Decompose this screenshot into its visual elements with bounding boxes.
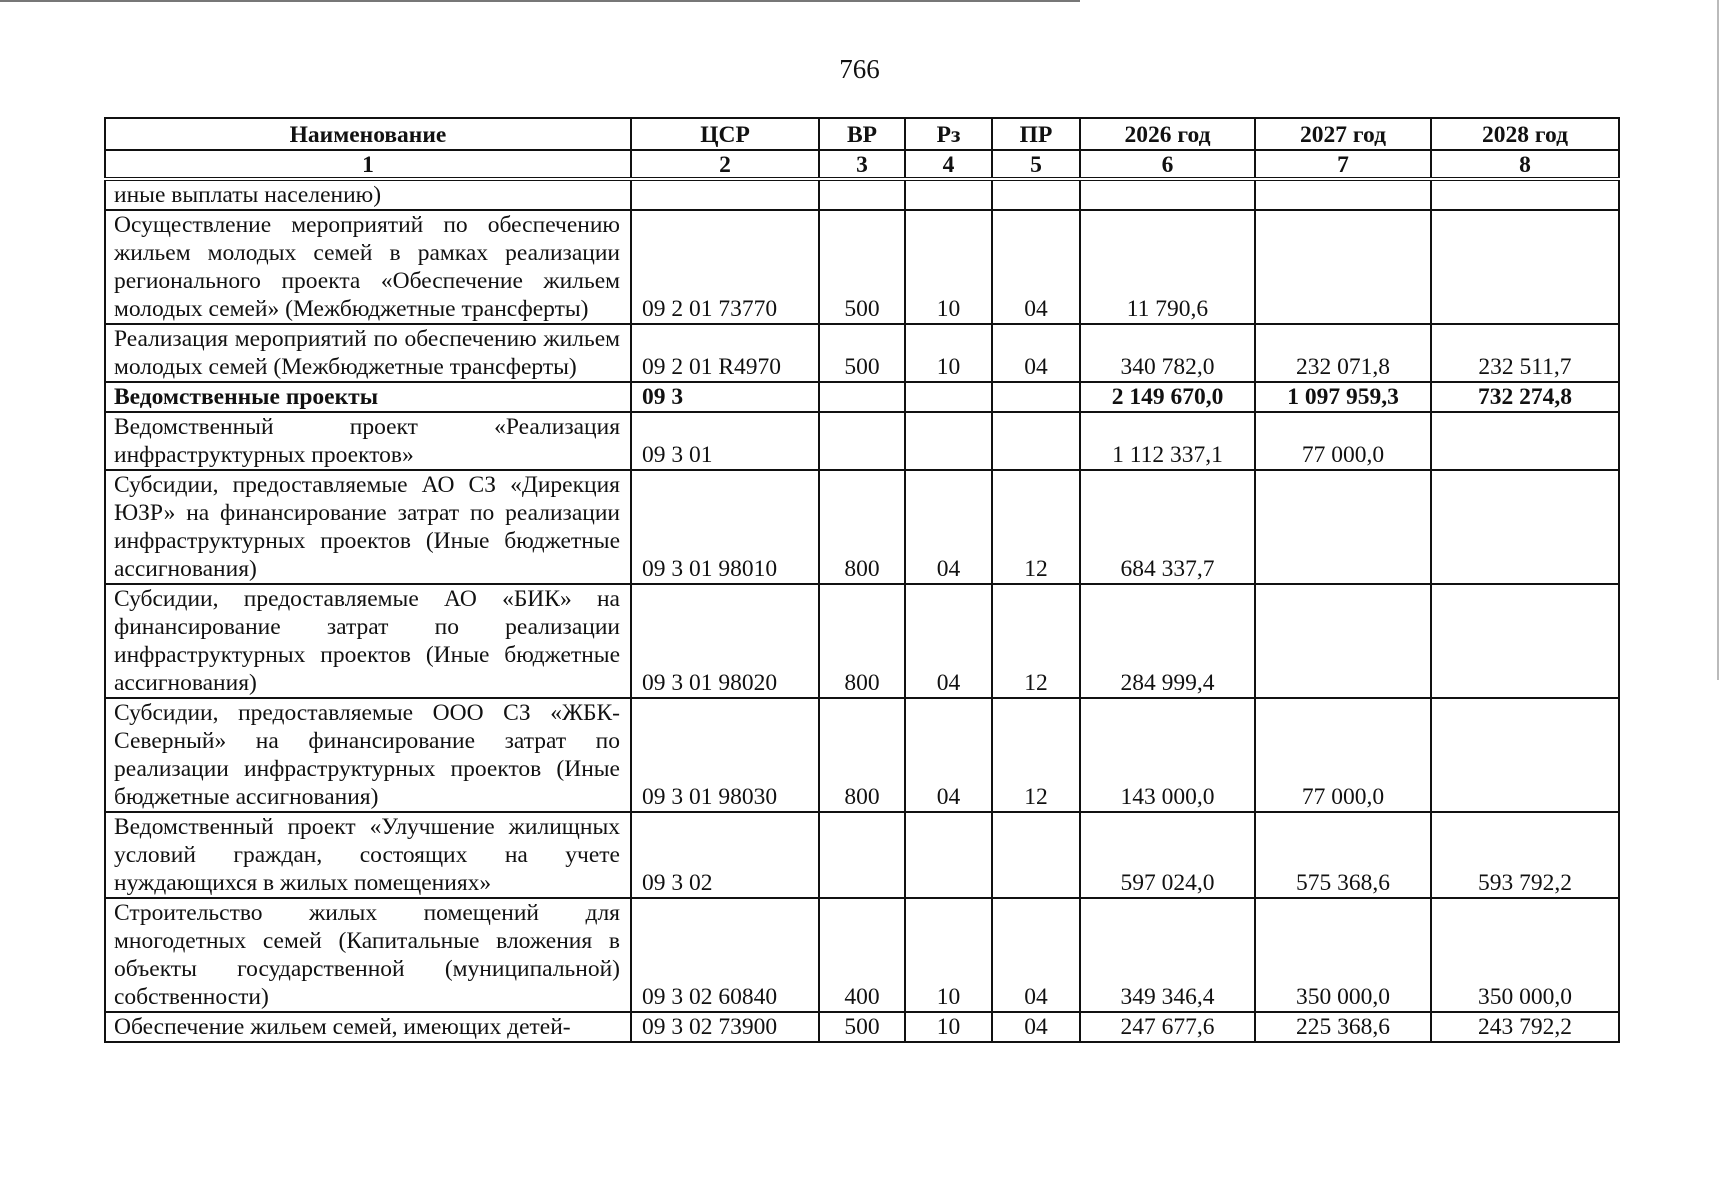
cell-vr: 500 (819, 210, 905, 324)
cell-name: Субсидии, предоставляемые АО СЗ «Дирекция ЮЗР» на финансирование затрат по реализации инфраструктурных проектов (Иные бюджетные ассигнования) (105, 470, 631, 584)
cell-pr: 04 (992, 210, 1080, 324)
budget-table (104, 117, 1620, 1043)
header-vr: ВР (819, 118, 905, 150)
cell-pr (992, 179, 1080, 210)
header-csr: ЦСР (631, 118, 819, 150)
cell-name: Субсидии, предоставляемые АО «БИК» на финансирование затрат по реализации инфраструктурных проектов (Иные бюджетные ассигнования) (105, 584, 631, 698)
cell-csr: 09 2 01 R4970 (631, 324, 819, 382)
cell-rz: 04 (905, 470, 992, 584)
cell-2027: 575 368,6 (1255, 812, 1431, 898)
cell-csr: 09 3 01 98030 (631, 698, 819, 812)
cell-csr: 09 3 02 60840 (631, 898, 819, 1012)
cell-csr (631, 179, 819, 210)
cell-2028 (1431, 210, 1619, 324)
table-row (105, 812, 1619, 898)
header-pr: ПР (992, 118, 1080, 150)
table-row (105, 210, 1619, 324)
cell-2028: 232 511,7 (1431, 324, 1619, 382)
cell-2027: 77 000,0 (1255, 412, 1431, 470)
table-row (105, 698, 1619, 812)
table-row (105, 382, 1619, 412)
cell-2028 (1431, 584, 1619, 698)
cell-2027 (1255, 584, 1431, 698)
cell-2028 (1431, 412, 1619, 470)
cell-pr: 04 (992, 1012, 1080, 1042)
cell-2027 (1255, 179, 1431, 210)
cell-rz (905, 179, 992, 210)
table-row (105, 179, 1619, 210)
cell-2026: 11 790,6 (1080, 210, 1255, 324)
cell-vr (819, 812, 905, 898)
header-name: Наименование (105, 118, 631, 150)
cell-2026: 340 782,0 (1080, 324, 1255, 382)
cell-pr: 12 (992, 698, 1080, 812)
column-number: 1 (105, 150, 631, 179)
page-number: 766 (839, 54, 880, 84)
cell-name: Ведомственные проекты (105, 382, 631, 412)
column-number: 3 (819, 150, 905, 179)
cell-2028 (1431, 470, 1619, 584)
cell-csr: 09 3 (631, 382, 819, 412)
cell-csr: 09 3 01 (631, 412, 819, 470)
cell-2026 (1080, 179, 1255, 210)
cell-2027: 1 097 959,3 (1255, 382, 1431, 412)
cell-2027: 77 000,0 (1255, 698, 1431, 812)
cell-name: Обеспечение жильем семей, имеющих детей- (105, 1012, 631, 1042)
cell-vr: 500 (819, 1012, 905, 1042)
cell-pr (992, 812, 1080, 898)
cell-rz: 04 (905, 698, 992, 812)
cell-pr: 12 (992, 470, 1080, 584)
cell-rz (905, 382, 992, 412)
cell-name: Осуществление мероприятий по обеспечению жильем молодых семей в рамках реализации регионального проекта «Обеспечение жильем молодых семей» (Межбюджетные трансферты) (105, 210, 631, 324)
table-row (105, 324, 1619, 382)
cell-rz (905, 412, 992, 470)
table-row (105, 470, 1619, 584)
cell-rz (905, 812, 992, 898)
table-row (105, 898, 1619, 1012)
header-2028: 2028 год (1431, 118, 1619, 150)
cell-name: Реализация мероприятий по обеспечению жильем молодых семей (Межбюджетные трансферты) (105, 324, 631, 382)
table-row (105, 1012, 1619, 1042)
cell-csr: 09 3 01 98010 (631, 470, 819, 584)
cell-name: Ведомственный проект «Реализация инфраструктурных проектов» (105, 412, 631, 470)
table-row (105, 584, 1619, 698)
table-header (105, 118, 1619, 179)
cell-2027 (1255, 210, 1431, 324)
cell-pr: 04 (992, 898, 1080, 1012)
cell-2026: 247 677,6 (1080, 1012, 1255, 1042)
cell-2026: 597 024,0 (1080, 812, 1255, 898)
cell-vr: 800 (819, 584, 905, 698)
cell-rz: 10 (905, 324, 992, 382)
cell-2027: 232 071,8 (1255, 324, 1431, 382)
cell-csr: 09 3 02 73900 (631, 1012, 819, 1042)
cell-name: Субсидии, предоставляемые ООО СЗ «ЖБК-Северный» на финансирование затрат по реализации инфраструктурных проектов (Иные бюджетные ассигнования) (105, 698, 631, 812)
column-number: 6 (1080, 150, 1255, 179)
cell-2026: 349 346,4 (1080, 898, 1255, 1012)
cell-vr (819, 412, 905, 470)
cell-2028: 350 000,0 (1431, 898, 1619, 1012)
cell-2026: 284 999,4 (1080, 584, 1255, 698)
cell-name: Строительство жилых помещений для многодетных семей (Капитальные вложения в объекты государственной (муниципальной) собственности) (105, 898, 631, 1012)
cell-name: Ведомственный проект «Улучшение жилищных условий граждан, состоящих на учете нуждающихся в жилых помещениях» (105, 812, 631, 898)
cell-name: иные выплаты населению) (105, 179, 631, 210)
table-body (105, 179, 1619, 1042)
cell-pr (992, 412, 1080, 470)
cell-2027 (1255, 470, 1431, 584)
header-row (105, 118, 1619, 150)
header-2026: 2026 год (1080, 118, 1255, 150)
column-number: 2 (631, 150, 819, 179)
cell-vr: 800 (819, 698, 905, 812)
cell-csr: 09 3 02 (631, 812, 819, 898)
cell-2028 (1431, 179, 1619, 210)
cell-vr (819, 179, 905, 210)
column-number: 8 (1431, 150, 1619, 179)
cell-2026: 2 149 670,0 (1080, 382, 1255, 412)
cell-2026: 1 112 337,1 (1080, 412, 1255, 470)
header-2027: 2027 год (1255, 118, 1431, 150)
cell-rz: 10 (905, 210, 992, 324)
cell-vr: 500 (819, 324, 905, 382)
cell-2028: 593 792,2 (1431, 812, 1619, 898)
cell-csr: 09 2 01 73770 (631, 210, 819, 324)
cell-rz: 04 (905, 584, 992, 698)
cell-vr: 800 (819, 470, 905, 584)
cell-2027: 225 368,6 (1255, 1012, 1431, 1042)
cell-vr (819, 382, 905, 412)
cell-pr: 12 (992, 584, 1080, 698)
column-number: 5 (992, 150, 1080, 179)
cell-2028: 243 792,2 (1431, 1012, 1619, 1042)
cell-2026: 684 337,7 (1080, 470, 1255, 584)
cell-2028: 732 274,8 (1431, 382, 1619, 412)
cell-pr (992, 382, 1080, 412)
cell-2026: 143 000,0 (1080, 698, 1255, 812)
cell-vr: 400 (819, 898, 905, 1012)
table-row (105, 412, 1619, 470)
cell-csr: 09 3 01 98020 (631, 584, 819, 698)
cell-pr: 04 (992, 324, 1080, 382)
column-number-row (105, 150, 1619, 179)
cell-rz: 10 (905, 1012, 992, 1042)
column-number: 4 (905, 150, 992, 179)
cell-2028 (1431, 698, 1619, 812)
header-rz: Рз (905, 118, 992, 150)
cell-2027: 350 000,0 (1255, 898, 1431, 1012)
column-number: 7 (1255, 150, 1431, 179)
cell-rz: 10 (905, 898, 992, 1012)
scan-artifact-top-line (0, 0, 1080, 2)
